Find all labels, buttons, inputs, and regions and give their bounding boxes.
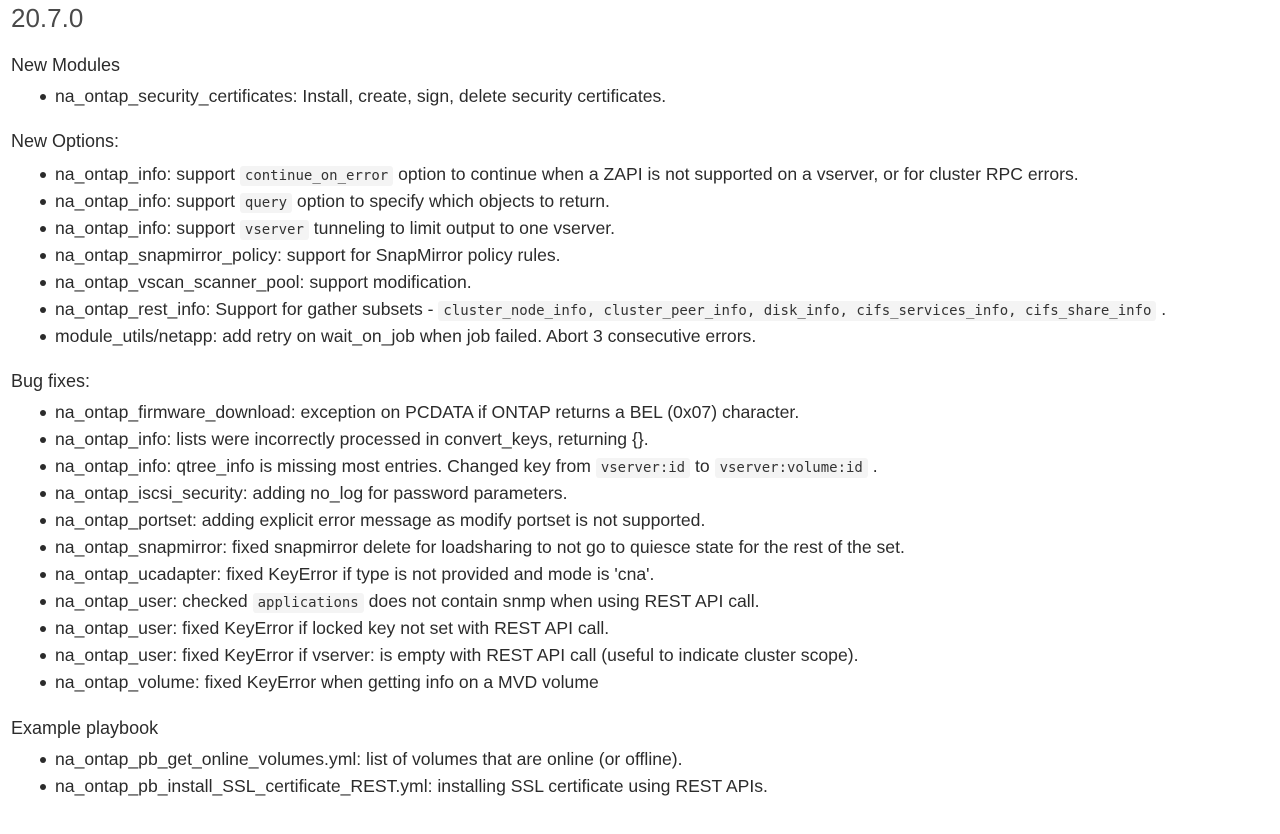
- item-text: option to specify which objects to return.: [292, 191, 610, 211]
- list-item: [11, 480, 1280, 507]
- item-text: na_ontap_iscsi_security: adding no_log for password parameters.: [55, 483, 568, 503]
- item-text: na_ontap_snapmirror: fixed snapmirror delete for loadsharing to not go to quiesce state for the rest of the set.: [55, 537, 905, 557]
- item-text: tunneling to limit output to one vserver.: [308, 218, 616, 238]
- list-item: [11, 773, 1280, 800]
- list-item: [11, 642, 1280, 669]
- list-item: [11, 588, 1280, 615]
- item-text: na_ontap_info: qtree_info is missing most entries. Changed key from: [55, 456, 596, 476]
- item-text: na_ontap_ucadapter: fixed KeyError if type is not provided and mode is 'cna'.: [55, 564, 655, 584]
- item-text: .: [1156, 299, 1167, 319]
- item-text: option to continue when a ZAPI is not supported on a vserver, or for cluster RPC errors.: [393, 164, 1079, 184]
- list-item: [11, 269, 1280, 296]
- list-item: [11, 534, 1280, 561]
- item-text: na_ontap_info: lists were incorrectly processed in convert_keys, returning {}.: [55, 429, 649, 449]
- list-item: [11, 83, 1280, 110]
- example-playbook-list: [11, 746, 1280, 800]
- item-text: na_ontap_vscan_scanner_pool: support modification.: [55, 272, 472, 292]
- list-item: [11, 296, 1280, 323]
- list-item: [11, 161, 1280, 188]
- inline-code: applications: [253, 593, 364, 613]
- version-heading: 20.7.0: [11, 3, 84, 33]
- new-modules-list: [11, 83, 1280, 110]
- list-item: [11, 215, 1280, 242]
- item-text: na_ontap_user: fixed KeyError if vserver: is empty with REST API call (useful to indicate cluster scope).: [55, 645, 859, 665]
- list-item: [11, 507, 1280, 534]
- item-text: na_ontap_volume: fixed KeyError when getting info on a MVD volume: [55, 672, 599, 692]
- item-text: na_ontap_security_certificates: Install, create, sign, delete security certificates.: [55, 86, 667, 106]
- item-text: na_ontap_snapmirror_policy: support for SnapMirror policy rules.: [55, 245, 561, 265]
- item-text: na_ontap_info: support: [55, 218, 240, 238]
- item-text: na_ontap_pb_install_SSL_certificate_REST.yml: installing SSL certificate using REST APIs.: [55, 776, 768, 796]
- item-text: does not contain snmp when using REST API call.: [363, 591, 760, 611]
- inline-code: continue_on_error: [240, 166, 393, 186]
- list-item: [11, 453, 1280, 480]
- item-text: na_ontap_pb_get_online_volumes.yml: list of volumes that are online (or offline).: [55, 749, 683, 769]
- bug-fixes-list: [11, 399, 1280, 696]
- inline-code: vserver: [240, 220, 309, 240]
- item-text: na_ontap_info: support: [55, 191, 240, 211]
- item-text: na_ontap_info: support: [55, 164, 240, 184]
- list-item: [11, 323, 1280, 350]
- new-options-list: [11, 161, 1280, 350]
- inline-code: cluster_node_info, cluster_peer_info, disk_info, cifs_services_info, cifs_share_info: [438, 301, 1156, 321]
- section-title-new-options: New Options:: [11, 131, 120, 151]
- list-item: [11, 426, 1280, 453]
- item-text: to: [690, 456, 715, 476]
- list-item: [11, 561, 1280, 588]
- section-title-new-modules: New Modules: [11, 55, 121, 75]
- list-item: [11, 399, 1280, 426]
- list-item: [11, 669, 1280, 696]
- item-text: na_ontap_firmware_download: exception on PCDATA if ONTAP returns a BEL (0x07) character.: [55, 402, 800, 422]
- inline-code: vserver:id: [596, 458, 690, 478]
- item-text: .: [867, 456, 878, 476]
- item-text: module_utils/netapp: add retry on wait_on_job when job failed. Abort 3 consecutive errors.: [55, 326, 757, 346]
- list-item: [11, 188, 1280, 215]
- item-text: na_ontap_user: checked: [55, 591, 253, 611]
- list-item: [11, 746, 1280, 773]
- list-item: [11, 615, 1280, 642]
- section-title-example-playbook: Example playbook: [11, 718, 159, 738]
- item-text: na_ontap_portset: adding explicit error message as modify portset is not supported.: [55, 510, 706, 530]
- list-item: [11, 242, 1280, 269]
- item-text: na_ontap_rest_info: Support for gather subsets -: [55, 299, 439, 319]
- inline-code: vserver:volume:id: [715, 458, 868, 478]
- item-text: na_ontap_user: fixed KeyError if locked key not set with REST API call.: [55, 618, 610, 638]
- section-title-bug-fixes: Bug fixes:: [11, 371, 91, 391]
- inline-code: query: [240, 193, 292, 213]
